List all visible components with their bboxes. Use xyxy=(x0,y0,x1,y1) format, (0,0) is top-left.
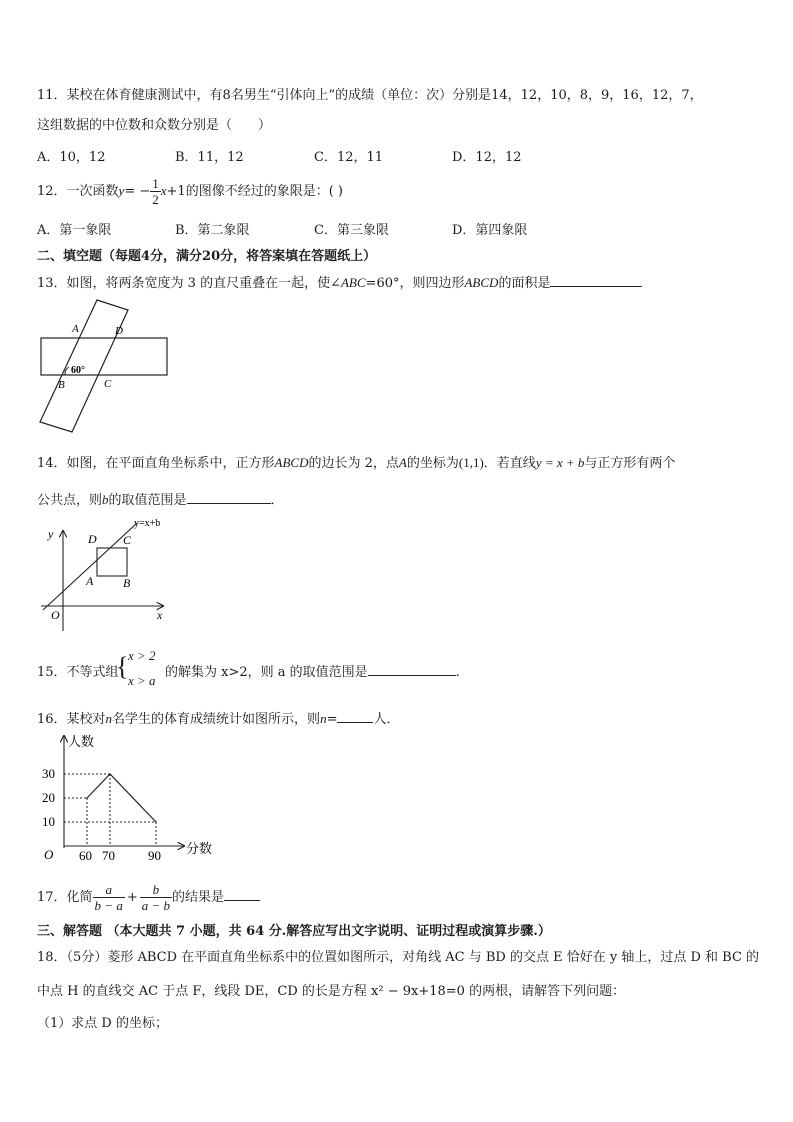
q17-p2: 的结果是 xyxy=(172,890,225,905)
q17-f1-num: a xyxy=(93,882,125,898)
q12-tail: +1 xyxy=(166,184,186,199)
q14-line-label: y=x+b xyxy=(134,518,161,529)
q15-ineq1: x > 2 xyxy=(128,648,156,663)
q14-line2b: 的取值范围是 xyxy=(108,493,187,508)
q14-label-d: D xyxy=(88,532,97,546)
q13-ruler-figure xyxy=(35,298,175,438)
q16-n: n xyxy=(105,711,113,726)
q16-origin: O xyxy=(44,847,54,862)
q16-answer-blank xyxy=(337,708,373,723)
q16-xtick-60: 60 xyxy=(79,848,92,863)
q14-coordinate-figure xyxy=(35,515,175,635)
q15-end: . xyxy=(455,665,460,680)
q11-option-c: C．12，11 xyxy=(314,150,384,165)
q14-a: A xyxy=(398,455,407,470)
q12-option-b: B．第二象限 xyxy=(175,223,250,238)
q13-p3: 的面积是 xyxy=(498,276,551,291)
q11-option-a: A．10，12 xyxy=(37,150,106,165)
q13-answer-blank xyxy=(550,272,642,287)
q12-fraction xyxy=(150,176,161,207)
q16-p4: 人． xyxy=(373,712,400,727)
q17-f2-num: b xyxy=(140,882,172,898)
q16-ytick-20: 20 xyxy=(42,790,55,805)
q14-answer-blank xyxy=(187,489,271,504)
q14-p2: 的边长为 2，点 xyxy=(308,456,399,471)
q14-line-eq: y = x + b xyxy=(535,455,585,470)
q17-p1: 17．化简 xyxy=(37,890,93,905)
q12-prefix: 12．一次函数 xyxy=(37,184,119,199)
q18-sub1: （1）求点 D 的坐标； xyxy=(37,1016,168,1031)
q17-plus: + xyxy=(126,890,138,905)
q14-stem-line1 xyxy=(37,452,675,471)
q15-p2: 的解集为 x>2，则 a 的取值范围是 xyxy=(165,665,368,680)
q17-f1-den: b − a xyxy=(94,898,123,913)
q15-p1: 15．不等式组 xyxy=(37,665,119,680)
q13-p1: 13．如图，将两条宽度为 3 的直尺重叠在一起，使∠ xyxy=(37,276,341,291)
q16-xlabel: 分数 xyxy=(186,841,213,856)
q14-line2a: 公共点，则 xyxy=(37,493,103,508)
q17-stem xyxy=(37,878,260,918)
q14-b: b xyxy=(102,492,109,507)
q14-label-o: O xyxy=(51,608,60,622)
q16-ylabel: 人数 xyxy=(68,734,95,749)
q14-label-a: A xyxy=(86,574,94,588)
q14-coord: (1,1) xyxy=(458,455,484,470)
q12-option-d: D．第四象限 xyxy=(452,223,528,238)
q14-stem-line2 xyxy=(37,489,284,508)
q16-p1: 16．某校对 xyxy=(37,712,106,727)
q17-f2-den: a − b xyxy=(141,898,171,913)
q12-y: y xyxy=(118,183,125,198)
q13-label-d: D xyxy=(115,325,123,337)
q14-label-x: x xyxy=(157,608,163,622)
q12-x: x xyxy=(160,183,167,198)
q17-fraction-1 xyxy=(93,882,125,913)
q12-suffix: 的图像不经过的象限是：( ) xyxy=(185,184,343,199)
q13-angle-label: 60° xyxy=(71,365,85,376)
q12-frac-num: 1 xyxy=(152,176,159,191)
q16-ytick-30: 30 xyxy=(42,766,55,781)
q15-answer-blank xyxy=(368,661,456,676)
q14-end: ． xyxy=(270,493,284,508)
q14-label-y: y xyxy=(48,527,54,541)
q13-label-b: B xyxy=(58,379,65,391)
q14-square xyxy=(97,548,127,576)
q16-line-chart xyxy=(30,728,230,868)
q16-stem xyxy=(37,708,399,727)
q18-line1: 18．（5分）菱形 ABCD 在平面直角坐标系中的位置如图所示，对角线 AC 与 BD 的交点 E 恰好在 y 轴上，过点 D 和 BC 的 xyxy=(37,950,760,965)
section-2-heading: 二、填空题（每题4分，满分20分，将答案填在答题纸上） xyxy=(37,249,377,264)
q11-line2: 这组数据的中位数和众数分别是（ ） xyxy=(37,118,272,133)
q16-ytick-10: 10 xyxy=(42,814,55,829)
q15-brace: { xyxy=(116,652,129,681)
q18-line2: 中点 H 的直线交 AC 于点 F，线段 DE，CD 的长是方程 x² − 9x+18=0 的两根，请解答下列问题： xyxy=(37,984,626,999)
q12-eq: = − xyxy=(124,184,151,199)
q14-p4: ．若直线 xyxy=(483,456,536,471)
q12-option-c: C．第三象限 xyxy=(314,223,389,238)
horizontal-ruler xyxy=(41,338,167,375)
section-3-heading: 三、解答题 （本大题共 7 小题，共 64 分.解答应写出文字说明、证明过程或演算步骤.） xyxy=(37,924,551,939)
q17-answer-blank xyxy=(224,886,260,901)
q14-p3: 的坐标为 xyxy=(406,456,459,471)
q16-p2: 名学生的体育成绩统计如图所示，则 xyxy=(112,712,321,727)
q15-ineq2: x > a xyxy=(128,673,156,688)
q16-n2: n xyxy=(320,711,327,726)
q13-abc: ABC xyxy=(340,275,366,290)
q11-option-d: D．12，12 xyxy=(452,150,522,165)
q12-stem xyxy=(37,173,343,209)
q12-option-a: A．第一象限 xyxy=(37,223,112,238)
q16-xtick-70: 70 xyxy=(102,848,115,863)
q17-fraction-2 xyxy=(140,882,172,913)
q11-option-b: B．11，12 xyxy=(175,150,244,165)
q14-label-c: C xyxy=(123,533,132,547)
q11-line1: 11．某校在体育健康测试中，有8名男生“引体向上”的成绩（单位：次）分别是14，12，10，8，9，16，12，7， xyxy=(37,88,703,103)
q14-p1: 14．如图，在平面直角坐标系中，正方形 xyxy=(37,456,275,471)
q13-abcd: ABCD xyxy=(464,275,499,290)
q13-label-c: C xyxy=(104,378,112,390)
q14-label-b: B xyxy=(123,576,131,590)
q13-p2: =60°，则四边形 xyxy=(365,276,465,291)
q13-label-a: A xyxy=(72,323,79,335)
q14-abcd: ABCD xyxy=(274,455,309,470)
q16-p3: = xyxy=(326,712,338,727)
q14-p5: 与正方形有两个 xyxy=(584,456,676,471)
q15-p2-wrap xyxy=(165,661,460,680)
q16-series-line xyxy=(87,774,156,822)
q16-xtick-90: 90 xyxy=(148,848,161,863)
q13-stem xyxy=(37,272,642,291)
q12-frac-den: 2 xyxy=(152,192,159,207)
